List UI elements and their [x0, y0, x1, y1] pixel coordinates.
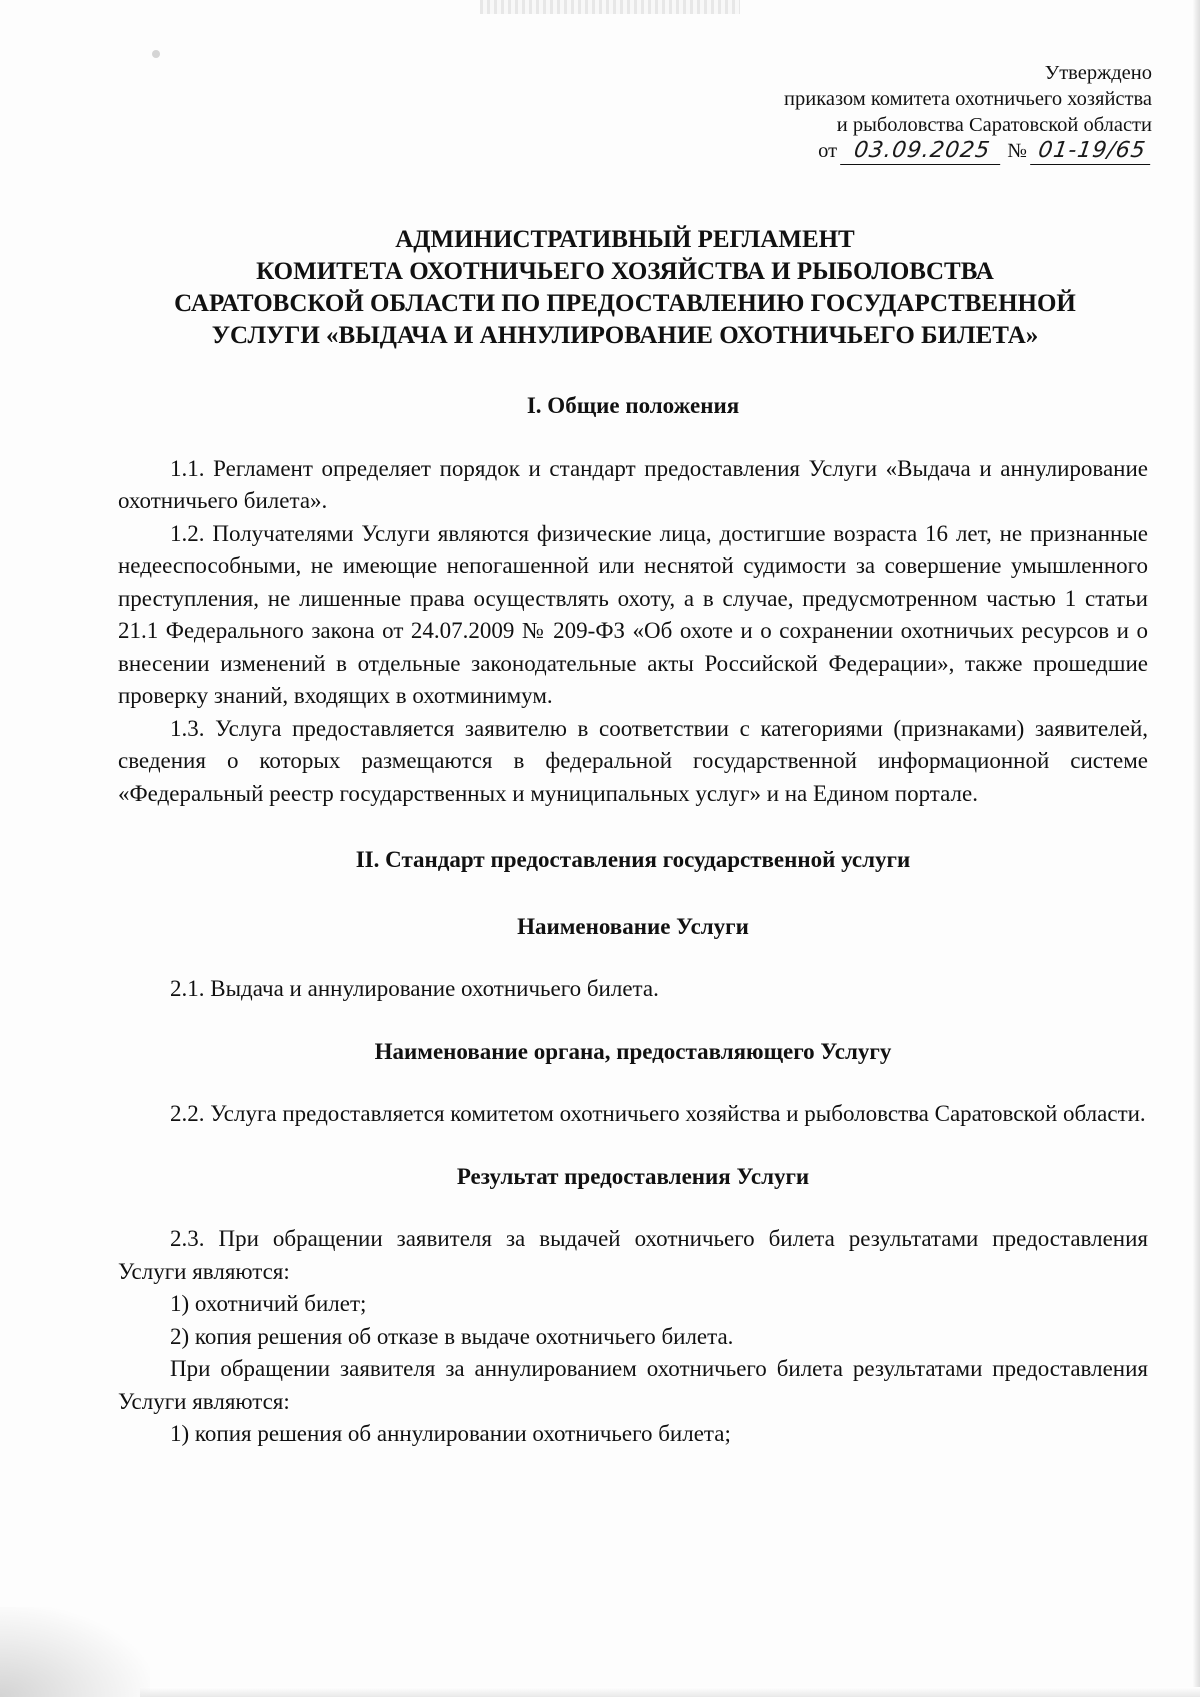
- paragraph-2-3: 2.3. При обращении заявителя за выдачей охотничьего билета результатами предоставления Услуги являются:: [118, 1226, 1148, 1284]
- title-line-3: САРАТОВСКОЙ ОБЛАСТИ ПО ПРЕДОСТАВЛЕНИЮ ГОСУДАРСТВЕННОЙ: [174, 290, 1076, 317]
- approval-number-label: №: [1007, 140, 1027, 162]
- subheading-service-name: Наименование Услуги: [517, 913, 749, 939]
- paragraph-1-1: 1.1. Регламент определяет порядок и стандарт предоставления Услуги «Выдача и аннулирование охотничьего билета».: [118, 455, 1148, 513]
- document-title: [100, 224, 1150, 352]
- title-line-2: КОМИТЕТА ОХОТНИЧЬЕГО ХОЗЯЙСТВА И РЫБОЛОВСТВА: [256, 258, 994, 285]
- subheading-providing-body: Наименование органа, предоставляющего Услугу: [374, 1038, 892, 1064]
- scan-speck: [152, 50, 160, 58]
- paragraph-2-1: 2.1. Выдача и аннулирование охотничьего билета.: [170, 976, 659, 1001]
- document-body: [118, 390, 1148, 1451]
- section-1-heading: I. Общие положения: [526, 393, 740, 418]
- approval-label: Утверждено: [1044, 62, 1152, 84]
- handwritten-number: 01-19/65: [1030, 138, 1154, 165]
- title-line-4: УСЛУГИ «ВЫДАЧА И АННУЛИРОВАНИЕ ОХОТНИЧЬЕГО БИЛЕТА»: [211, 322, 1039, 349]
- scan-artifact-top: [480, 0, 740, 14]
- paragraph-1-3: 1.3. Услуга предоставляется заявителю в соответствии с категориями (признаками) заявителей, сведения о которых размещаются в федеральной государственной информационной системе «Федеральный реестр государственных и муниципальных услуг» и на Едином портале.: [118, 715, 1148, 806]
- paragraph-1-2: 1.2. Получателями Услуги являются физические лица, достигшие возраста 16 лет, не признанные недееспособными, не имеющие непогашенной или неснятой судимости за совершение умышленного преступления, не лишенные права осуществлять охоту, а в случае, предусмотренном частью 1 статьи 21.1 Федерального закона от 24.07.2009 № 209-ФЗ «Об охоте и о сохранении охотничьих ресурсов и о внесении изменений в отдельные законодательные акты Российской Федерации», также прошедшие проверку знаний, входящих в охотминимум.: [118, 520, 1148, 708]
- paragraph-2-2: 2.2. Услуга предоставляется комитетом охотничьего хозяйства и рыболовства Саратовской области.: [170, 1101, 1146, 1126]
- scan-artifact-bottom: [140, 1687, 1200, 1697]
- approval-order-line: приказом комитета охотничьего хозяйства: [784, 88, 1152, 110]
- approval-committee-line: и рыболовства Саратовской области: [836, 114, 1152, 136]
- list-item-2: 2) копия решения об отказе в выдаче охотничьего билета.: [170, 1323, 734, 1349]
- list-item-3: 1) копия решения об аннулировании охотничьего билета;: [170, 1421, 731, 1446]
- paragraph-2-3-cancellation: При обращении заявителя за аннулированием охотничьего билета результатами предоставления Услуги являются:: [118, 1356, 1148, 1414]
- handwritten-date: 03.09.2025: [840, 138, 1004, 165]
- title-line-1: АДМИНИСТРАТИВНЫЙ РЕГЛАМЕНТ: [395, 226, 855, 253]
- scan-artifact-corner: [0, 1607, 150, 1697]
- approval-stamp-block: [632, 60, 1152, 165]
- subheading-service-result: Результат предоставления Услуги: [456, 1163, 810, 1189]
- scan-artifact-right: [1192, 0, 1200, 1697]
- list-item-1: 1) охотничий билет;: [170, 1291, 367, 1316]
- approval-from-label: от: [818, 140, 838, 162]
- section-2-heading: II. Стандарт предоставления государственной услуги: [355, 847, 911, 872]
- approval-date-number-row: [632, 138, 1152, 165]
